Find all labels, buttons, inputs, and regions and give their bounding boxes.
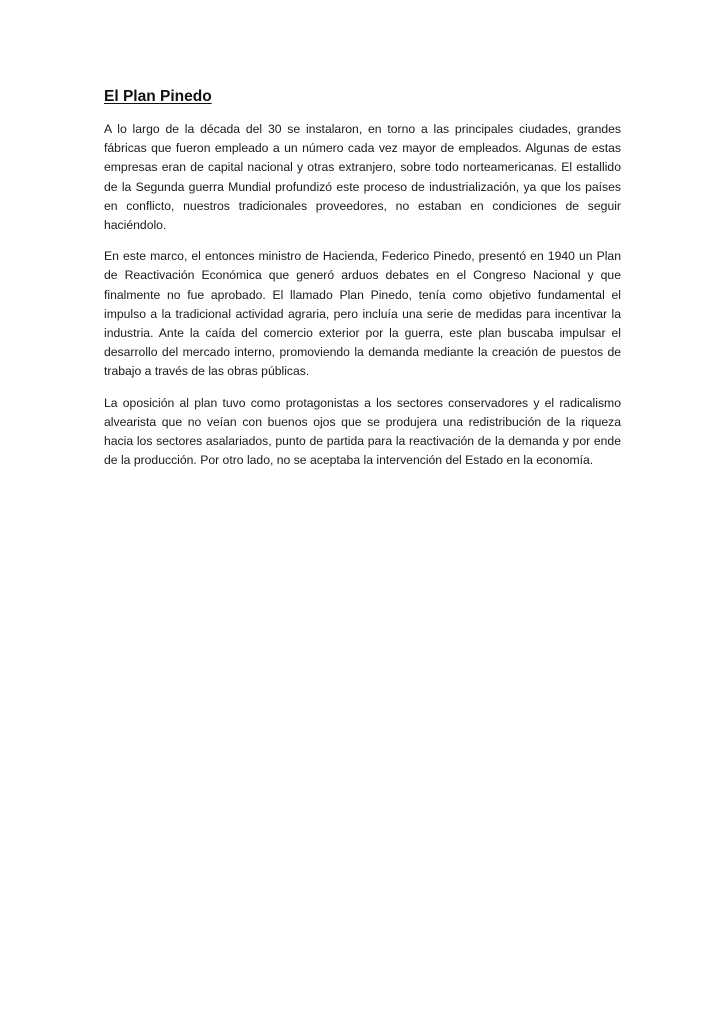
document-title: El Plan Pinedo: [104, 88, 212, 105]
document-body: [104, 86, 621, 482]
paragraph-opposition: La oposición al plan tuvo como protagonistas a los sectores conservadores y el radicalismo alvearista que no veían con buenos ojos que se produjera una redistribución de la riqueza hacia los sectores asalariados, punto de partida para la reactivación de la demanda y por ende de la producción. Por otro lado, no se aceptaba la intervención del Estado en la economía.: [104, 395, 621, 468]
paragraph-plan-pinedo: En este marco, el entonces ministro de Hacienda, Federico Pinedo, presentó en 1940 un Plan de Reactivación Económica que generó arduos debates en el Congreso Nacional y que finalmente no fue aprobado. El llamado Plan Pinedo, tenía como objetivo fundamental el impulso a la tradicional actividad agraria, pero incluía una serie de medidas para incentivar la industria. Ante la caída del comercio exterior por la guerra, este plan buscaba impulsar el desarrollo del mercado interno, promoviendo la demanda mediante la creación de puestos de trabajo a través de las obras públicas.: [104, 249, 621, 379]
paragraph-industrialization: A lo largo de la década del 30 se instalaron, en torno a las principales ciudades, grandes fábricas que fueron empleado a un número cada vez mayor de empleados. Algunas de estas empresas eran de capital nacional y otras extranjero, sobre todo norteamericanas. El estallido de la Segunda guerra Mundial profundizó este proceso de industrialización, ya que los países en conflicto, nuestros tradicionales proveedores, no estaban en condiciones de seguir haciéndolo.: [104, 122, 621, 233]
